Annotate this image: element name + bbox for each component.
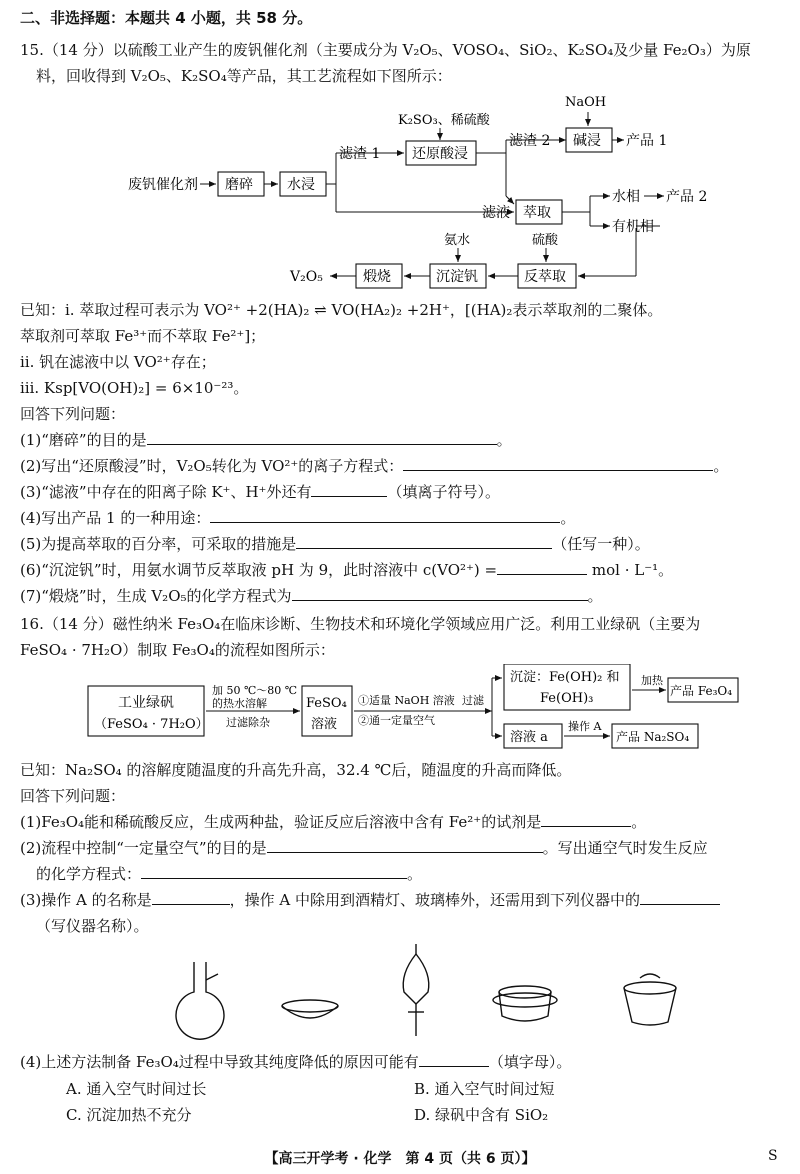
q15-known1a: 已知：ⅰ. 萃取过程可表示为 VO²⁺ +2(HA)₂ ⇌ VO(HA₂)₂ +2H⁺，[(HA)₂表示萃取剂的二聚体。 (20, 301, 663, 319)
crucible-with-lid-icon (493, 986, 557, 1021)
q15-sub5-text: (5)为提高萃取的百分率，可采取的措施是 (20, 535, 297, 553)
crucible-icon (624, 974, 676, 1025)
svg-text:沉淀：Fe(OH)₂ 和: 沉淀：Fe(OH)₂ 和 (510, 670, 620, 685)
svg-text:产品 Na₂SO₄: 产品 Na₂SO₄ (616, 730, 690, 744)
back-extract-label: 反萃取 (524, 269, 566, 285)
section-title: 二、非选择题：本题共 4 小题，共 58 分。 (20, 9, 313, 27)
calcine-label: 煅烧 (363, 269, 391, 285)
precipitate-label: 沉淀钒 (436, 269, 478, 285)
q16-option-c[interactable]: C. 沉淀加热不充分 (66, 1106, 192, 1124)
q16-stem-line2: FeSO₄ · 7H₂O）制取 Fe₃O₄的流程如图所示： (20, 641, 335, 659)
svg-text:的热水溶解: 的热水溶解 (212, 697, 267, 710)
filtrate-label: 滤液 (482, 205, 510, 221)
grind-label: 磨碎 (225, 177, 253, 193)
q16-option-d[interactable]: D. 绿矾中含有 SiO₂ (414, 1106, 549, 1124)
q16-sub4: (4)上述方法制备 Fe₃O₄过程中导致其纯度降低的原因可能有 （填字母）。 (20, 1053, 572, 1071)
water-leach-label: 水浸 (287, 177, 315, 193)
q16-sub3-blank1[interactable] (152, 890, 230, 905)
water-phase-label: 水相 (612, 189, 640, 205)
q15-sub1-text: (1)“磨碎”的目的是 (20, 431, 147, 449)
svg-text:②通一定量空气: ②通一定量空气 (358, 714, 435, 727)
q16-sub1: (1)Fe₃O₄能和稀硫酸反应，生成两种盐，验证反应后溶液中含有 Fe²⁺的试剂是 。 (20, 813, 647, 831)
svg-text:（FeSO₄ · 7H₂O）: （FeSO₄ · 7H₂O） (94, 717, 209, 732)
q15-sub5: (5)为提高萃取的百分率，可采取的措施是 （任写一种）。 (20, 535, 650, 553)
q16-answer-prompt: 回答下列问题： (20, 787, 126, 805)
flow-start-label: 废钒催化剂 (128, 177, 198, 193)
q16-sub4-blank[interactable] (419, 1052, 489, 1067)
q15-sub2: (2)写出“还原酸浸”时，V₂O₅转化为 VO²⁺的离子方程式： 。 (20, 457, 729, 475)
q15-known3: ⅲ. Ksp[VO(OH)₂] = 6×10⁻²³。 (20, 379, 249, 397)
q15-sub6-blank[interactable] (497, 560, 587, 575)
footer-mark: S (768, 1148, 778, 1164)
naoh-label: NaOH (565, 95, 607, 110)
product1-label: 产品 1 (626, 133, 668, 149)
svg-text:Fe(OH)₃: Fe(OH)₃ (540, 691, 594, 706)
q15-sub2-text: (2)写出“还原酸浸”时，V₂O₅转化为 VO²⁺的离子方程式： (20, 457, 404, 475)
q16-sub2-cont: 的化学方程式： 。 (36, 865, 423, 883)
svg-text:加热: 加热 (641, 674, 663, 687)
q16-flowchart (0, 664, 800, 750)
svg-text:工业绿矾: 工业绿矾 (118, 695, 174, 711)
q16-sub2: (2)流程中控制“一定量空气”的目的是 。写出通空气时发生反应 (20, 839, 708, 857)
evaporating-dish-icon (282, 1000, 338, 1018)
svg-text:溶液: 溶液 (311, 717, 338, 732)
q15-sub6-text: (6)“沉淀钒”时，用氨水调节反萃取液 pH 为 9，此时溶液中 c(VO²⁺) = (20, 561, 498, 579)
svg-text:加 50 ℃～80 ℃: 加 50 ℃～80 ℃ (212, 684, 298, 697)
q15-sub5-blank[interactable] (296, 534, 552, 549)
q16-sub1-text: (1)Fe₃O₄能和稀硫酸反应，生成两种盐，验证反应后溶液中含有 Fe²⁺的试剂是 (20, 813, 542, 831)
q16-sub3-blank2[interactable] (640, 890, 720, 905)
q15-stem-line2: 料，回收得到 V₂O₅、K₂SO₄等产品，其工艺流程如下图所示： (36, 67, 452, 85)
q16-sub4-text: (4)上述方法制备 Fe₃O₄过程中导致其纯度降低的原因可能有 (20, 1053, 419, 1071)
reduce-leach-label: 还原酸浸 (412, 146, 468, 162)
svg-text:过滤除杂: 过滤除杂 (226, 716, 270, 729)
q15-stem-line1: 15.（14 分）以硫酸工业产生的废钒催化剂（主要成分为 V₂O₅、VOSO₄、SiO₂、K₂SO₄及少量 Fe₂O₃）为原 (20, 41, 751, 59)
q15-answer-prompt: 回答下列问题： (20, 405, 126, 423)
q15-known1b: 萃取剂可萃取 Fe³⁺而不萃取 Fe²⁺]； (20, 327, 266, 345)
svg-text:溶液 a: 溶液 a (510, 730, 548, 745)
q15-sub7: (7)“煅烧”时，生成 V₂O₅的化学方程式为 。 (20, 587, 603, 605)
reagent1-label: K₂SO₃、稀硫酸 (398, 113, 490, 128)
svg-text:①适量 NaOH 溶液: ①适量 NaOH 溶液 (358, 694, 455, 707)
q16-sub3-cont: （写仪器名称）。 (36, 917, 149, 935)
apparatus-row (0, 940, 800, 1040)
q15-sub2-blank[interactable] (403, 456, 713, 471)
q15-sub4-text: (4)写出产品 1 的一种用途： (20, 509, 211, 527)
svg-text:产品 Fe₃O₄: 产品 Fe₃O₄ (670, 684, 733, 698)
q16-option-a[interactable]: A. 通入空气时间过长 (66, 1080, 207, 1098)
alkali-leach-label: 碱浸 (573, 133, 601, 149)
page-footer: 【高三开学考 · 化学 第 4 页（共 6 页）】 (264, 1151, 536, 1167)
q15-known2: ⅱ. 钒在滤液中以 VO²⁺存在； (20, 353, 216, 371)
distillation-flask-icon (176, 962, 224, 1039)
q15-sub3-blank[interactable] (311, 482, 387, 497)
q15-sub3: (3)“滤液”中存在的阳离子除 K⁺、H⁺外还有 （填离子符号）。 (20, 483, 500, 501)
ammonia-label: 氨水 (444, 233, 471, 248)
q15-sub4: (4)写出产品 1 的一种用途： 。 (20, 509, 576, 527)
q16-sub3-text: (3)操作 A 的名称是 (20, 891, 152, 909)
residue2-label: 滤渣 2 (509, 133, 551, 149)
q16-sub2-blank[interactable] (267, 838, 543, 853)
q15-sub3-text: (3)“滤液”中存在的阳离子除 K⁺、H⁺外还有 (20, 483, 312, 501)
q15-sub7-blank[interactable] (292, 586, 588, 601)
q16-sub2-eq-blank[interactable] (141, 864, 407, 879)
q15-sub1-blank[interactable] (147, 430, 497, 445)
extract-label: 萃取 (523, 205, 551, 221)
q16-option-b[interactable]: B. 通入空气时间过短 (414, 1080, 555, 1098)
q16-stem-line1: 16.（14 分）磁性纳米 Fe₃O₄在临床诊断、生物技术和环境化学领域应用广泛。利用工业绿矾（主要为 (20, 615, 701, 633)
q16-sub1-blank[interactable] (541, 812, 631, 827)
q15-sub7-text: (7)“煅烧”时，生成 V₂O₅的化学方程式为 (20, 587, 292, 605)
q15-sub4-blank[interactable] (210, 508, 560, 523)
q16-sub2-text: (2)流程中控制“一定量空气”的目的是 (20, 839, 267, 857)
v2o5-label: V₂O₅ (290, 269, 323, 285)
q15-sub6: (6)“沉淀钒”时，用氨水调节反萃取液 pH 为 9，此时溶液中 c(VO²⁺) = mol · L⁻¹。 (20, 561, 674, 579)
product2-label: 产品 2 (666, 189, 708, 205)
residue1-label: 滤渣 1 (339, 146, 381, 162)
sulfuric-label: 硫酸 (532, 233, 559, 248)
q16-sub3: (3)操作 A 的名称是 ，操作 A 中除用到酒精灯、玻璃棒外，还需用到下列仪器中的 (20, 890, 720, 910)
separatory-funnel-icon (403, 944, 429, 1036)
organic-phase-label: 有机相 (612, 219, 654, 235)
q16-known: 已知：Na₂SO₄ 的溶解度随温度的升高先升高，32.4 ℃后，随温度的升高而降低。 (20, 761, 572, 779)
q15-sub1: (1)“磨碎”的目的是 。 (20, 431, 512, 449)
q15-flowchart (0, 88, 800, 294)
svg-text:FeSO₄: FeSO₄ (306, 696, 347, 711)
svg-text:过滤: 过滤 (462, 694, 484, 707)
svg-text:操作 A: 操作 A (568, 720, 602, 733)
